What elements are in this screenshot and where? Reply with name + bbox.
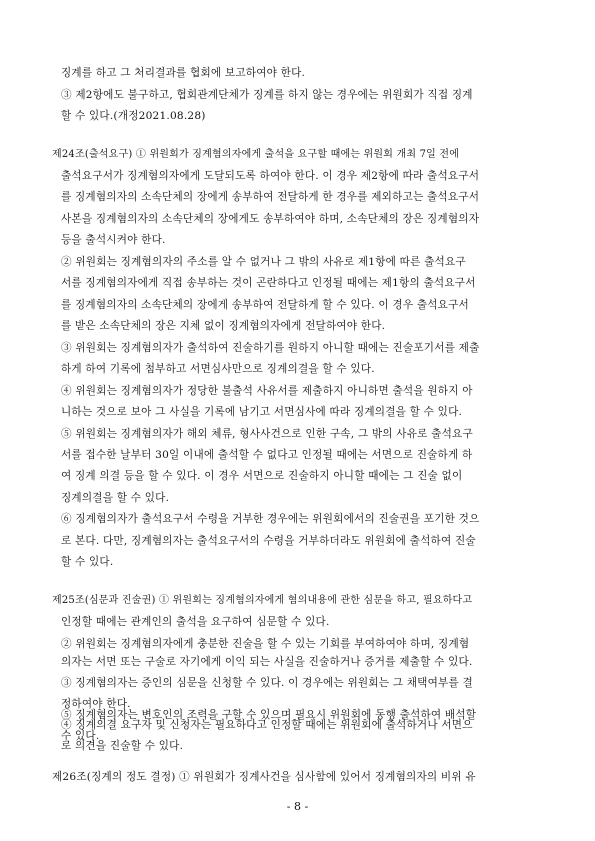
text-line: 할 수 있다. bbox=[61, 556, 114, 568]
text-line: 니하는 것으로 보아 그 사실을 기록에 남기고 서면심사에 따라 징계의결을 할 수 있다. bbox=[61, 406, 463, 418]
text-line: ⑤ 위원회는 징계혐의자가 해외 체류, 형사사건으로 인한 구속, 그 밖의 사유로 출석요구 bbox=[61, 428, 473, 440]
text-line: 등을 출석시켜야 한다. bbox=[61, 234, 166, 246]
article-24-heading-line: 제24조(출석요구) ① 위원회가 징계혐의자에게 출석을 요구할 때에는 위원회 개최 7일 전에 bbox=[52, 149, 460, 160]
text-line: 의자는 서면 또는 구술로 자기에게 이익 되는 사실을 진술하거나 증거를 제출할 수 있다. bbox=[61, 656, 473, 668]
text-line: 징계를 하고 그 처리결과를 협회에 보고하여야 한다. bbox=[61, 67, 306, 79]
text-line: 로 의견을 진술할 수 있다. bbox=[61, 740, 184, 752]
text-line: ③ 징계혐의자는 증인의 심문을 신청할 수 있다. 이 경우에는 위원회는 그 채택여부를 결 bbox=[61, 677, 473, 689]
text-line: ② 위원회는 징계혐의자의 주소를 알 수 없거나 그 밖의 사유로 제1항에 따른 출석요구 bbox=[61, 256, 466, 268]
article-25-heading-line: 제25조(심문과 진술권) ① 위원회는 징계혐의자에게 혐의내용에 관한 심문을 하고, 필요하다고 bbox=[52, 595, 473, 606]
text-line: ③ 제2항에도 불구하고, 협회관계단체가 징계를 하지 않는 경우에는 위원회가 직접 징계 bbox=[61, 89, 473, 101]
text-line: 징계의결을 할 수 있다. bbox=[61, 492, 170, 504]
text-line: 할 수 있다.(개정2021.08.28) bbox=[61, 110, 206, 122]
text-line: 인정할 때에는 관계인의 출석을 요구하여 심문할 수 있다. bbox=[61, 616, 330, 628]
text-line: 를 받은 소속단체의 장은 지체 없이 징계혐의자에게 전달하여야 한다. bbox=[61, 320, 386, 332]
text-line: 서를 접수한 날부터 30일 이내에 출석할 수 없다고 인정될 때에는 서면으로 진술하게 하 bbox=[61, 449, 473, 461]
text-line: ⑤ 징계혐의자는 변호인의 조력을 구할 수 있으며 필요시 위원회에 동행 출석하여 배석할 bbox=[61, 709, 477, 721]
text-line: 서를 징계혐의자에게 직접 송부하는 것이 곤란하다고 인정될 때에는 제1항의 출석요구서 bbox=[61, 277, 476, 289]
text-line: ⑥ 징계혐의자가 출석요구서 수령을 거부한 경우에는 위원회에서의 진술권을 포기한 것으 bbox=[61, 513, 480, 525]
text-line: 하게 하여 기록에 첨부하고 서면심사만으로 징계의결을 할 수 있다. bbox=[61, 363, 375, 375]
text-line: ④ 위원회는 징계혐의자가 정당한 불출석 사유서를 제출하지 아니하면 출석을 원하지 아 bbox=[61, 385, 473, 397]
page-number: - 8 - bbox=[286, 800, 309, 813]
text-line: 수 있다. bbox=[61, 730, 100, 742]
text-line: ③ 위원회는 징계혐의자가 출석하여 진술하기를 원하지 아니할 때에는 진술포기서를 제출 bbox=[61, 342, 480, 354]
text-line: 사본을 징계혐의자의 소속단체의 장에게도 송부하여야 하며, 소속단체의 장은 징계혐의자 bbox=[61, 213, 480, 225]
text-line: 출석요구서가 징계혐의자에게 도달되도록 하여야 한다. 이 경우 제2항에 따라 출석요구서 bbox=[61, 170, 480, 182]
text-line: 여 징계 의결 등을 할 수 있다. 이 경우 서면으로 진술하지 아니할 때에는 그 진술 없이 bbox=[61, 470, 463, 482]
text-line: 를 징계혐의자의 소속단체의 장에게 송부하여 전달하게 한 경우를 제외하고는 출석요구서 bbox=[61, 191, 480, 203]
text-line: 를 징계혐의자의 소속단체의 장에게 송부하여 전달하게 할 수 있다. 이 경우 출석요구서 bbox=[61, 299, 469, 311]
text-line: ② 위원회는 징계혐의자에게 충분한 진술을 할 수 있는 기회를 부여하여야 하며, 징계혐 bbox=[61, 638, 470, 650]
text-line: 로 본다. 다만, 징계혐의자는 출석요구서의 수령을 거부하더라도 위원회에 출석하여 진술 bbox=[61, 535, 476, 547]
text-line: ④ 징계의결 요구자 및 신청자는 필요하다고 인정할 때에는 위원회에 출석하거나 서면으 bbox=[61, 719, 473, 731]
text-line: 정하여야 한다. bbox=[61, 698, 131, 710]
article-26-heading-line: 제26조(징계의 정도 결정) ① 위원회가 징계사건을 심사함에 있어서 징계혐의자의 비위 유 bbox=[52, 771, 476, 783]
